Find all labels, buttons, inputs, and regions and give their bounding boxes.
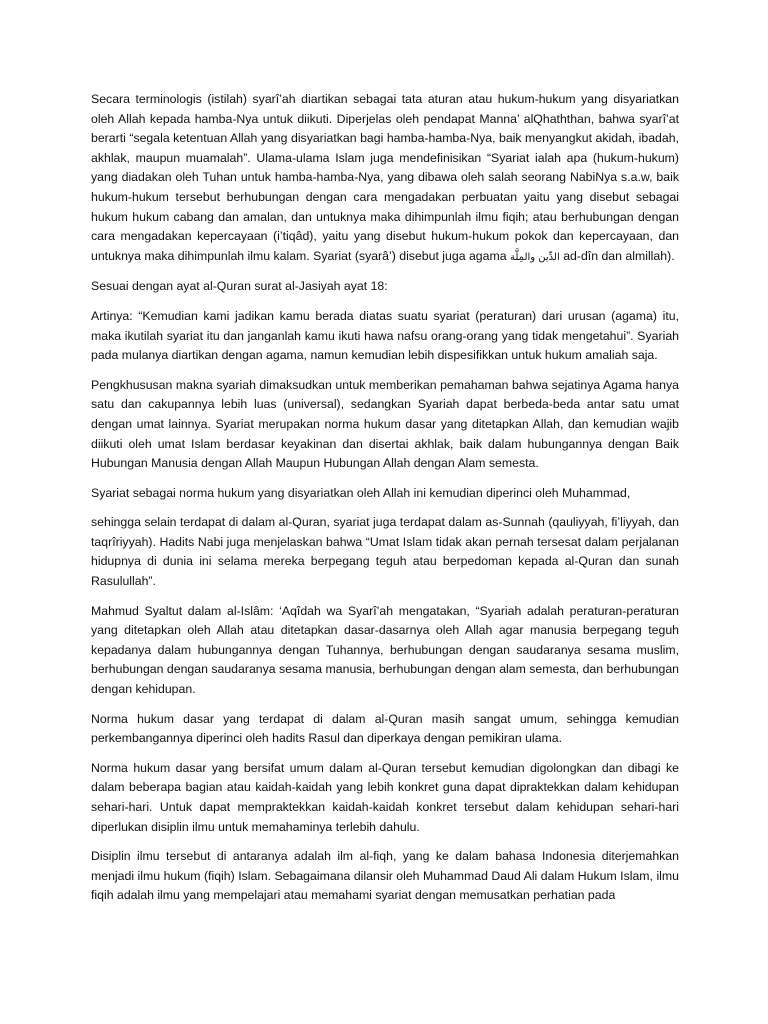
paragraph-specialization: Pengkhususan makna syariah dimaksudkan untuk memberikan pemahaman bahwa sejatinya Agama hanya satu dan cakupannya lebih luas (universal), sedangkan Syariah dapat berbeda-beda antar satu umat dengan umat lainnya. Syariat merupakan norma hukum dasar yang ditetapkan Allah, dan kemudian wajib diikuti oleh umat Islam berdasar keyakinan dan disertai akhlak, baik dalam hubungannya dengan Baik Hubungan Manusia dengan Allah Maupun Hubungan Allah dengan Alam semesta.: [91, 377, 679, 471]
paragraph-sunnah: sehingga selain terdapat di dalam al-Quran, syariat juga terdapat dalam as-Sunnah (qauliyyah, fi’liyyah, dan taqrîriyyah). Hadits Nabi juga menjelaskan bahwa “Umat Islam tidak akan pernah tersesat dalam perjalanan hidupnya di dunia ini selama mereka berpegang teguh atau berpedoman kepada al-Quran dan sunah Rasulullah”.: [91, 515, 679, 589]
document-page: [91, 90, 679, 916]
paragraph-fiqh: Disiplin ilmu tersebut di antaranya adalah ilm al-fiqh, yang ke dalam bahasa Indonesia diterjemahkan menjadi ilmu hukum (fiqih) Islam. Sebagaimana dilansir oleh Muhammad Daud Ali dalam Hukum Islam, ilmu fiqih adalah ilmu yang mempelajari atau memahami syariat dengan memusatkan perhatian pada: [91, 849, 679, 903]
paragraph-mahmud-syaltut: Mahmud Syaltut dalam al-Islâm: ‘Aqîdah wa Syarî’ah mengatakan, “Syariah adalah peraturan-peraturan yang ditetapkan oleh Allah atau ditetapkan dasar-dasarnya oleh Allah agar manusia berpegang teguh kepadanya dalam hubungannya dengan Tuhannya, berhubungan dengan saudaranya sesama muslim, berhubungan dengan saudaranya sesama manusia, berhubungan dengan alam semesta, dan berhubungan dengan kehidupan.: [91, 603, 679, 697]
paragraph-norm-detailed: Syariat sebagai norma hukum yang disyariatkan oleh Allah ini kemudian diperinci oleh Muhammad,: [91, 485, 631, 500]
paragraph-verse-translation: Artinya: “Kemudian kami jadikan kamu berada diatas suatu syariat (peraturan) dari urusan (agama) itu, maka ikutilah syariat itu dan janganlah kamu ikuti hawa nafsu orang-orang yang tidak mengetahui”. Syariah pada mulanya diartikan dengan agama, namun kemudian lebih dispesifikkan untuk hukum amaliah saja.: [91, 308, 679, 363]
paragraph-terminology: [91, 90, 679, 267]
paragraph-terminology-tail: ad-dîn dan almillah).: [563, 248, 675, 263]
paragraph-general-norm: Norma hukum dasar yang bersifat umum dalam al-Quran tersebut kemudian digolongkan dan dibagi ke dalam beberapa bagian atau kaidah-kaidah yang lebih konkret guna dapat dipraktekkan dalam kehidupan sehari-hari. Untuk dapat mempraktekkan kaidah-kaidah konkret tersebut dalam kehidupan sehari-hari diperlukan disiplin ilmu untuk memahaminya terlebih dahulu.: [91, 760, 679, 834]
arabic-phrase: الدِّين والمِلَّة: [510, 251, 560, 263]
paragraph-verse-reference: Sesuai dengan ayat al-Quran surat al-Jasiyah ayat 18:: [91, 279, 388, 294]
paragraph-basic-norm: Norma hukum dasar yang terdapat di dalam al-Quran masih sangat umum, sehingga kemudian perkembangannya diperinci oleh hadits Rasul dan diperkaya dengan pemikiran ulama.: [91, 711, 679, 746]
paragraph-terminology-text: Secara terminologis (istilah) syarî’ah diartikan sebagai tata aturan atau hukum-hukum yang disyariatkan oleh Allah kepada hamba-Nya untuk diikuti. Diperjelas oleh pendapat Manna’ alQhaththan, bahwa syarî’at berarti “segala ketentuan Allah yang disyariatkan bagi hamba-hamba-Nya, baik menyangkut akidah, ibadah, akhlak, maupun muamalah”. Ulama-ulama Islam juga mendefinisikan “Syariat ialah apa (hukum-hukum) yang diadakan oleh Tuhan untuk hamba-hamba-Nya, yang dibawa oleh salah seorang NabiNya s.a.w, baik hukum-hukum tersebut berhubungan dengan cara mengadakan perbuatan yaitu yang disebut sebagai hukum hukum cabang dan amalan, dan untuknya maka dihimpunlah ilmu fiqih; atau berhubungan dengan cara mengadakan kepercayaan (i’tiqâd), yaitu yang disebut hukum-hukum pokok dan kepercayaan, dan untuknya maka dihimpunlah ilmu kalam. Syariat (syarâ’) disebut juga agama: [91, 92, 679, 263]
